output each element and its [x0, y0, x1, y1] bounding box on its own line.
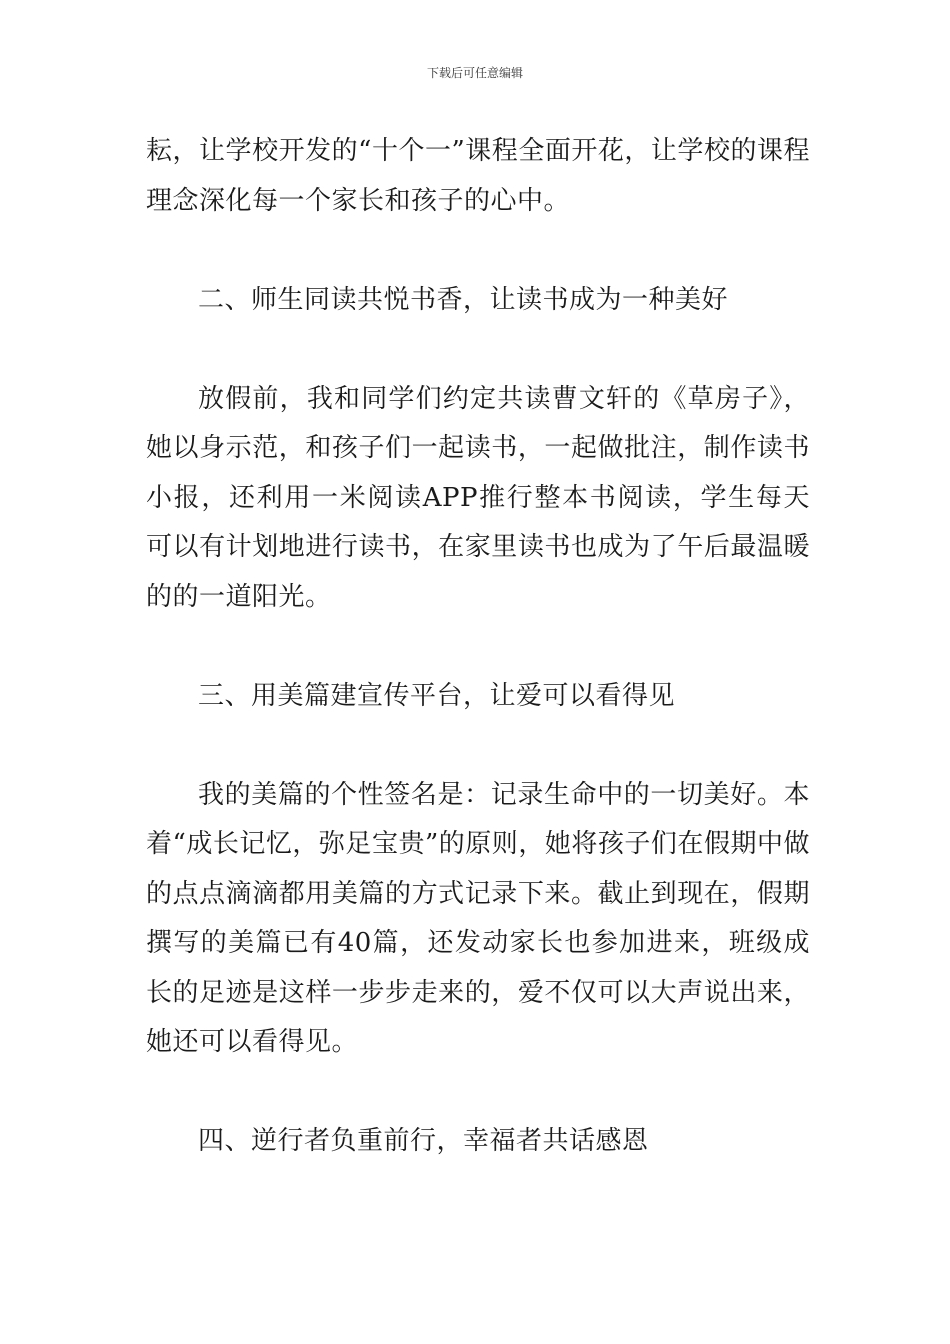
- paragraph-gap: [146, 325, 810, 375]
- document-body: [146, 127, 810, 1167]
- paragraph-gap: [146, 226, 810, 276]
- paragraph-meipian: 我的美篇的个性签名是：记录生命中的一切美好。本着“成长记忆，弥足宝贵”的原则，她将孩子们在假期中做的点点滴滴都用美篇的方式记录下来。截止到现在，假期撰写的美篇已有40篇，还发动家长也参加进来，班级成长的足迹是这样一步步走来的，爱不仅可以大声说出来，她还可以看得见。: [146, 779, 810, 1057]
- paragraph-gap: [146, 1068, 810, 1118]
- paragraph-gap: [146, 622, 810, 672]
- page-header: 下载后可任意编辑: [426, 66, 523, 80]
- paragraph-continuation: 耘，让学校开发的“十个一”课程全面开花，让学校的课程理念深化每一个家长和孩子的心中。: [146, 136, 810, 216]
- paragraph-reading: 放假前，我和同学们约定共读曹文轩的《草房子》，她以身示范，和孩子们一起读书，一起做批注，制作读书小报，还利用一米阅读APP推行整本书阅读，学生每天可以有计划地进行读书，在家里读书也成为了午后最温暖的的一道阳光。: [146, 383, 810, 612]
- section-heading-2: 二、师生同读共悦书香，让读书成为一种美好: [198, 284, 729, 315]
- section-heading-3: 三、用美篇建宣传平台，让爱可以看得见: [198, 680, 676, 711]
- section-heading-4: 四、逆行者负重前行，幸福者共话感恩: [198, 1126, 649, 1156]
- paragraph-gap: [146, 721, 810, 771]
